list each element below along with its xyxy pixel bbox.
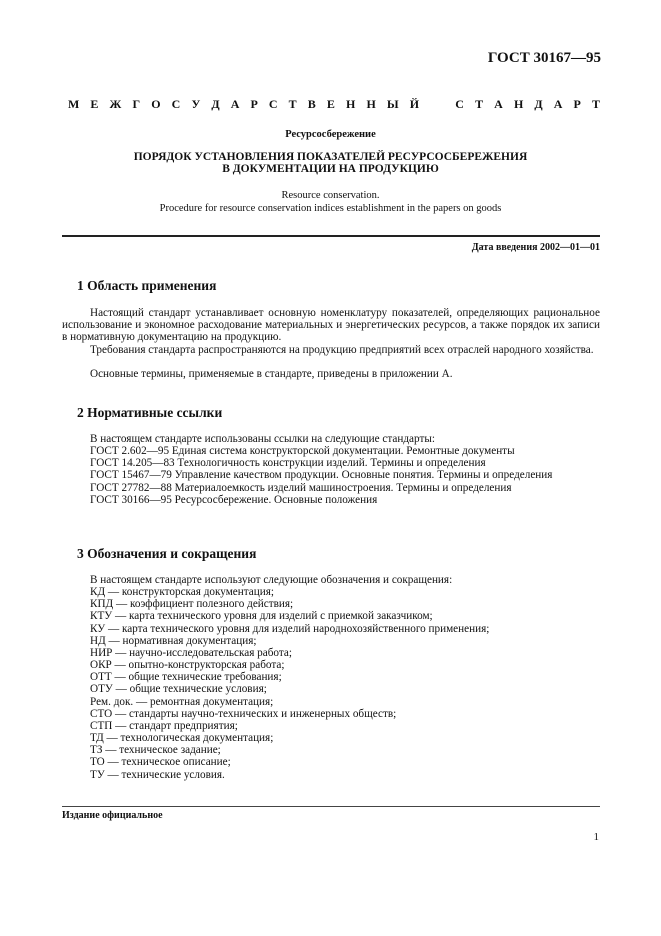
banner-letter: А <box>553 97 563 111</box>
banner-letter: О <box>151 97 161 111</box>
paragraph: Требования стандарта распространяются на продукцию предприятий всех отраслей народного хозяйства. <box>90 344 594 356</box>
reference-item: ГОСТ 14.205—83 Технологичность конструкции изделий. Термины и определения <box>90 457 486 470</box>
abbreviation-item: СТП — стандарт предприятия; <box>90 719 238 732</box>
english-title-line: Procedure for resource conservation indices establishment in the papers on goods <box>159 202 502 214</box>
banner-letter: С <box>268 97 278 111</box>
page-number: 1 <box>593 831 599 843</box>
abbreviation-item: КТУ — карта технического уровня для изделий с приемкой заказчиком; <box>90 610 433 623</box>
banner-letter: Т <box>475 97 484 111</box>
abbreviation-item: ОТТ — общие технические требования; <box>90 671 282 684</box>
section-heading: 1 Область применения <box>77 278 217 293</box>
banner-letter: С <box>171 97 181 111</box>
abbreviation-item: ТО — техническое описание; <box>90 756 231 769</box>
title-line: В ДОКУМЕНТАЦИИ НА ПРОДУКЦИЮ <box>222 163 439 175</box>
standard-number: ГОСТ 30167—95 <box>487 50 601 66</box>
abbreviation-item: ТУ — технические условия. <box>90 768 225 781</box>
title-line: ПОРЯДОК УСТАНОВЛЕНИЯ ПОКАЗАТЕЛЕЙ РЕСУРСОСБЕРЕЖЕНИЯ <box>133 151 528 163</box>
banner-letter: Т <box>591 97 600 111</box>
abbreviation-item: НИР — научно-исследовательская работа; <box>90 646 292 659</box>
banner-letter: Й <box>409 97 420 111</box>
abbreviation-item: КУ — карта технического уровня для изделий народнохозяйственного применения; <box>90 622 490 635</box>
banner-letter: В <box>307 97 316 111</box>
abbreviation-item: СТО — стандарты научно-технических и инженерных обществ; <box>90 707 397 720</box>
banner-letter: Н <box>366 97 376 111</box>
banner-letter: Ж <box>109 97 122 111</box>
banner-letter: Е <box>90 97 99 111</box>
reference-item: ГОСТ 30166—95 Ресурсосбережение. Основные положения <box>90 493 378 506</box>
english-title-line: Resource conservation. <box>281 190 380 201</box>
reference-item: ГОСТ 15467—79 Управление качеством продукции. Основные понятия. Термины и определения <box>90 469 553 482</box>
footer-divider <box>62 806 600 807</box>
banner-letter: А <box>494 97 503 111</box>
list-item: В настоящем стандарте использованы ссылки на следующие стандарты: <box>90 433 435 445</box>
reference-item: ГОСТ 27782—88 Материалоемкость изделий машиностроения. Термины и определения <box>90 481 512 494</box>
banner-letter: Н <box>346 97 356 111</box>
banner-letter: Е <box>326 97 335 111</box>
abbreviation-item: КПД — коэффициент полезного действия; <box>90 598 294 611</box>
banner-letter: Ы <box>386 97 399 111</box>
english-title <box>0 190 661 215</box>
abbreviation-item: ТЗ — техническое задание; <box>90 744 221 757</box>
interstate-standard-banner <box>68 97 600 112</box>
banner-gap <box>430 97 444 112</box>
official-edition-label: Издание официальное <box>62 810 163 821</box>
banner-letter: У <box>191 97 201 111</box>
banner-letter: Д <box>211 97 220 111</box>
banner-letter: Д <box>534 97 543 111</box>
reference-item: ГОСТ 2.602—95 Единая система конструкторской документации. Ремонтные документы <box>90 445 515 458</box>
abbreviation-item: ОТУ — общие технические условия; <box>90 683 267 696</box>
banner-letter: Р <box>250 97 258 111</box>
abbreviation-item: НД — нормативная документация; <box>90 634 257 647</box>
paragraph: Основные термины, применяемые в стандарте, приведены в приложении А. <box>90 368 453 380</box>
banner-letter: А <box>230 97 240 111</box>
title-divider <box>62 235 600 237</box>
section-heading: 3 Обозначения и сокращения <box>77 546 257 561</box>
introduction-date: Дата введения 2002—01—01 <box>471 242 600 253</box>
paragraph: Настоящий стандарт устанавливает основную номенклатуру показателей, определяющих рациональное использование и экономное расходование материальных и энергетических ресурсов, а также порядок их записи в нормативную документацию на продукцию. <box>62 307 600 343</box>
abbreviation-item: ТД — технологическая документация; <box>90 732 274 745</box>
banner-letter: Г <box>132 97 141 111</box>
references-list <box>62 433 600 506</box>
banner-letter: Н <box>513 97 524 111</box>
list-item: В настоящем стандарте используют следующие обозначения и сокращения: <box>90 574 453 586</box>
banner-letter: С <box>455 97 464 111</box>
document-title <box>0 151 661 175</box>
banner-letter: Т <box>288 97 297 111</box>
abbreviations-list <box>62 574 600 781</box>
topic-heading: Ресурсосбережение <box>285 129 376 140</box>
abbreviation-item: Рем. док. — ремонтная документация; <box>90 695 274 708</box>
banner-letter: Р <box>573 97 581 111</box>
abbreviation-item: КД — конструкторская документация; <box>90 586 274 599</box>
abbreviation-item: ОКР — опытно-конструкторская работа; <box>90 659 285 672</box>
section-heading: 2 Нормативные ссылки <box>77 405 223 420</box>
banner-letter: М <box>68 97 80 111</box>
